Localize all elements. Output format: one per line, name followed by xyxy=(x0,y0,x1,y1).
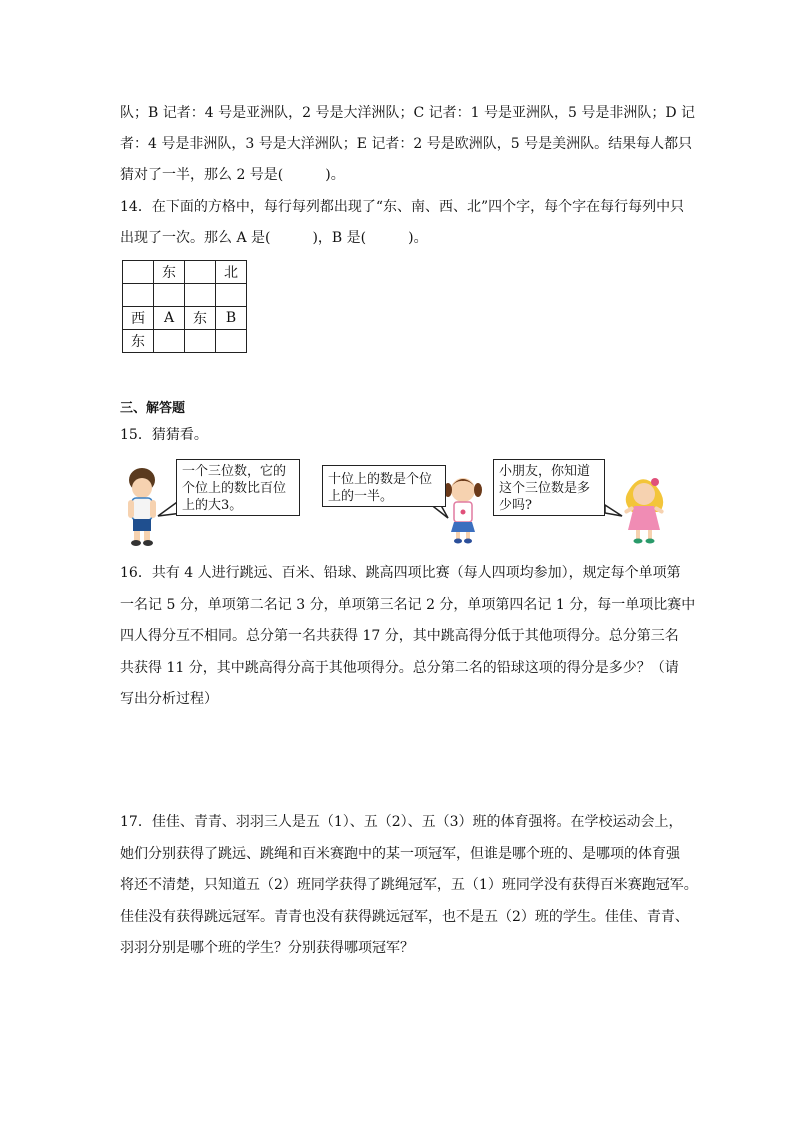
q13-text-line-1: 队；B 记者：4 号是亚洲队，2 号是大洋洲队；C 记者：1 号是亚洲队，5 号是非洲队；D 记 xyxy=(120,105,696,121)
bubble-text-line: 小朋友，你知道 xyxy=(499,464,591,479)
grid-cell: B xyxy=(216,307,247,330)
grid-cell: 西 xyxy=(123,307,154,330)
q13-text-line-3: 猜对了一半，那么 2 号是( )。 xyxy=(120,167,345,183)
grid-cell: 东 xyxy=(185,307,216,330)
q17-text-line-1: 17．佳佳、青青、羽羽三人是五（1）、五（2）、五（3）班的体育强将。在学校运动会上， xyxy=(120,814,683,830)
grid-cell: 东 xyxy=(154,261,185,284)
section-title: 三、解答题 xyxy=(120,401,186,416)
q17-text-line-5: 羽羽分别是哪个班的学生？分别获得哪项冠军？ xyxy=(120,940,414,956)
q14-text-line-2: 出现了一次。那么 A 是( )，B 是( )。 xyxy=(120,230,428,246)
grid-cell: A xyxy=(154,307,185,330)
boy-character-icon xyxy=(128,468,156,546)
girl-character-icon xyxy=(444,478,482,544)
speech-bubble-2 xyxy=(322,465,446,507)
speech-bubble-3 xyxy=(493,459,605,516)
blonde-girl-character-icon xyxy=(624,478,665,544)
bubble-text-line: 十位上的数是个位 xyxy=(328,472,433,487)
q17-text-line-3: 将还不清楚，只知道五（2）班同学获得了跳绳冠军，五（1）班同学没有获得百米赛跑冠军。 xyxy=(120,877,698,893)
q14-text-line-1: 14．在下面的方格中，每行每列都出现了“东、南、西、北”四个字，每个字在每行每列中只 xyxy=(120,199,685,215)
q16-text-line-3: 四人得分互不相同。总分第一名共获得 17 分，其中跳高得分低于其他项得分。总分第三名 xyxy=(120,628,679,644)
q13-text-line-2: 者：4 号是非洲队，3 号是大洋洲队；E 记者：2 号是欧洲队，5 号是美洲队。结果每人都只 xyxy=(120,136,693,152)
grid-cell: 北 xyxy=(216,261,247,284)
bubble-text-line: 这个三位数是多 xyxy=(499,481,591,496)
bubble-text-line: 少吗? xyxy=(499,498,532,513)
q17-text-line-4: 佳佳没有获得跳远冠军。青青也没有获得跳远冠军，也不是五（2）班的学生。佳佳、青青、 xyxy=(120,909,689,925)
q16-text-line-5: 写出分析过程） xyxy=(120,691,218,707)
bubble-text-line: 上的大3。 xyxy=(182,498,243,513)
bubble-text-line: 个位上的数比百位 xyxy=(182,481,287,496)
q16-text-line-2: 一名记 5 分，单项第二名记 3 分，单项第三名记 2 分，单项第四名记 1 分，每一单项比赛中 xyxy=(120,597,696,613)
bubble-tail xyxy=(605,505,622,516)
grid-cell: 东 xyxy=(123,330,154,353)
bubble-text-line: 上的一半。 xyxy=(328,489,394,504)
bubble-text-line: 一个三位数，它的 xyxy=(182,464,287,479)
q16-text-line-1: 16．共有 4 人进行跳远、百米、铅球、跳高四项比赛（每人四项均参加），规定每个单项第 xyxy=(120,565,681,581)
q15-title: 15．猜猜看。 xyxy=(120,427,208,443)
q16-text-line-4: 共获得 11 分，其中跳高得分高于其他项得分。总分第二名的铅球这项的得分是多少？（请 xyxy=(120,660,679,676)
speech-bubble-1 xyxy=(176,459,300,516)
q17-text-line-2: 她们分别获得了跳远、跳绳和百米赛跑中的某一项冠军，但谁是哪个班的、是哪项的体育强 xyxy=(120,846,680,862)
